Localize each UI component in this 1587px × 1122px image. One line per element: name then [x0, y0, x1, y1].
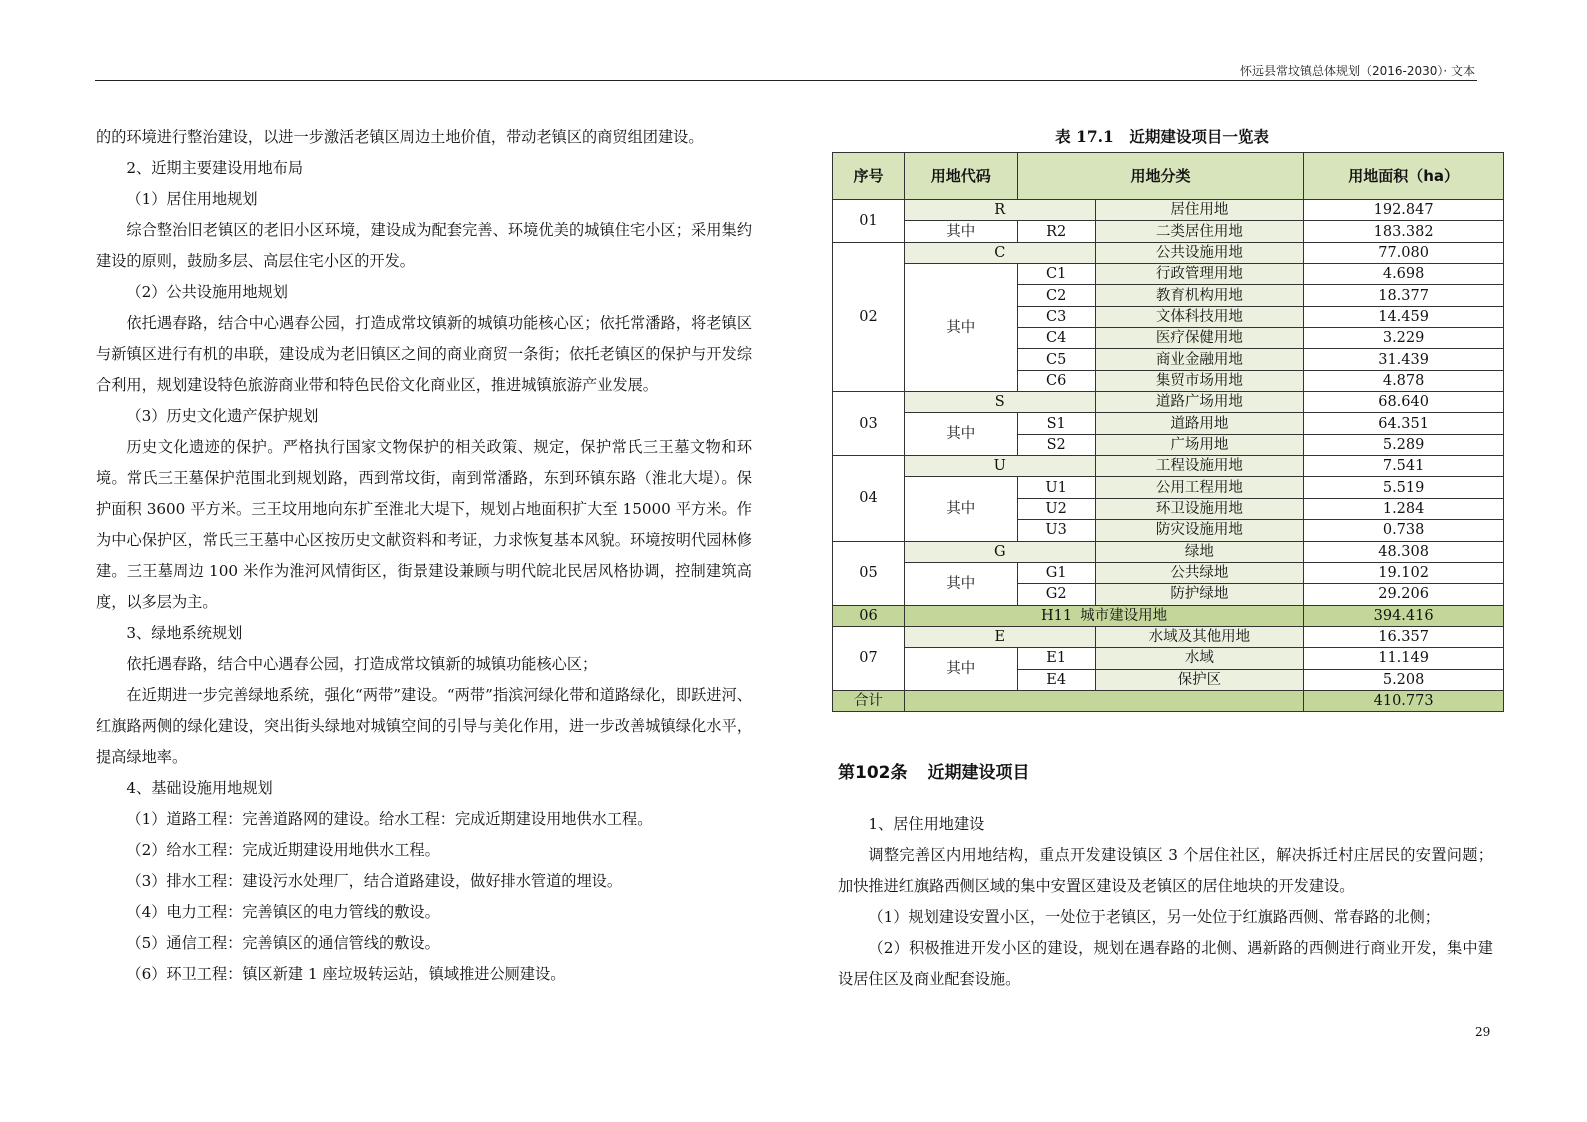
- sub-area-cell: 1.284: [1304, 498, 1504, 519]
- paragraph: 4、基础设施用地规划: [126, 779, 273, 797]
- table-total-row: [833, 690, 1504, 711]
- sub-label-cell: 其中: [904, 413, 1017, 456]
- table-row: [833, 200, 1504, 221]
- land-area-cell: 192.847: [1304, 200, 1504, 221]
- sub-code-cell: E4: [1017, 669, 1095, 690]
- header-cell: 用地面积（ha）: [1304, 153, 1504, 200]
- header-rule: [95, 80, 1477, 81]
- total-label-cell: 合计: [833, 690, 905, 711]
- sub-name-cell: 保护区: [1095, 669, 1304, 690]
- row-number-cell: 06: [833, 605, 905, 626]
- sub-label-cell: 其中: [904, 562, 1017, 605]
- sub-area-cell: 4.878: [1304, 370, 1504, 391]
- article-heading: [838, 758, 1030, 783]
- land-area-cell: 16.357: [1304, 626, 1504, 647]
- paragraph: （1）居住用地规划: [126, 190, 258, 208]
- land-name-cell: 水域及其他用地: [1095, 626, 1304, 647]
- table-row: [833, 605, 1504, 626]
- paragraph: 历史文化遗迹的保护。严格执行国家文物保护的相关政策、规定，保护常氏三王墓文物和环境。常氏三王墓保护范围北到规划路，西到常坟街，南到常潘路，东到环镇东路（淮北大堤）。保护面积 3600 平方米。三王坟用地向东扩至淮北大堤下，规划占地面积扩大至 15000 平方米。作为中心保护区，常氏三王墓中心区按历史文献资料和考证，力求恢复基本风貌。环境按明代园林修建。三王墓周边 100 米作为淮河风情街区，街景建设兼顾与明代皖北民居风格协调，控制建筑高度，以多层为主。: [96, 438, 752, 611]
- table-subrow: [833, 413, 1504, 434]
- sub-area-cell: 19.102: [1304, 562, 1504, 583]
- land-code-name-cell: [904, 605, 1303, 626]
- sub-area-cell: 5.289: [1304, 434, 1504, 455]
- sub-label-cell: 其中: [904, 648, 1017, 691]
- paragraph: （3）历史文化遗产保护规划: [126, 407, 319, 425]
- paragraph: （5）通信工程：完善镇区的通信管线的敷设。: [126, 934, 440, 952]
- paragraph: 调整完善区内用地结构，重点开发建设镇区 3 个居住社区，解决拆迁村庄居民的安置问题；加快推进红旗路西侧区域的集中安置区建设及老镇区的居住地块的开发建设。: [838, 846, 1493, 895]
- table-row: [833, 392, 1504, 413]
- sub-code-cell: C3: [1017, 306, 1095, 327]
- table-row: [833, 541, 1504, 562]
- paragraph: （4）电力工程：完善镇区的电力管线的敷设。: [126, 903, 440, 921]
- sub-code-cell: U2: [1017, 498, 1095, 519]
- sub-name-cell: 防灾设施用地: [1095, 520, 1304, 541]
- sub-area-cell: 31.439: [1304, 349, 1504, 370]
- sub-name-cell: 文体科技用地: [1095, 306, 1304, 327]
- sub-code-cell: S1: [1017, 413, 1095, 434]
- sub-code-cell: C6: [1017, 370, 1095, 391]
- sub-area-cell: 11.149: [1304, 648, 1504, 669]
- sub-name-cell: 医疗保健用地: [1095, 328, 1304, 349]
- paragraph: （2）给水工程：完成近期建设用地供水工程。: [126, 841, 440, 859]
- row-number-cell: 01: [833, 200, 905, 243]
- paragraph: （2）公共设施用地规划: [126, 283, 288, 301]
- sub-name-cell: 环卫设施用地: [1095, 498, 1304, 519]
- paragraph: （3）排水工程：建设污水处理厂，结合道路建设，做好排水管道的埋设。: [126, 872, 623, 890]
- land-code: H11: [1041, 607, 1073, 624]
- table-row: [833, 456, 1504, 477]
- land-name-cell: 工程设施用地: [1095, 456, 1304, 477]
- paragraph: 的的环境进行整治建设，以进一步激活老镇区周边土地价值，带动老镇区的商贸组团建设。: [96, 128, 704, 146]
- table-row: [833, 242, 1504, 263]
- land-area-cell: 68.640: [1304, 392, 1504, 413]
- row-number-cell: 04: [833, 456, 905, 541]
- paragraph: 综合整治旧老镇区的老旧小区环境，建设成为配套完善、环境优美的城镇住宅小区；采用集约建设的原则，鼓励多层、高层住宅小区的开发。: [96, 221, 752, 270]
- sub-code-cell: S2: [1017, 434, 1095, 455]
- sub-name-cell: 防护绿地: [1095, 584, 1304, 605]
- sub-code-cell: G1: [1017, 562, 1095, 583]
- sub-name-cell: 道路用地: [1095, 413, 1304, 434]
- land-area-cell: 77.080: [1304, 242, 1504, 263]
- sub-code-cell: U1: [1017, 477, 1095, 498]
- row-number-cell: 03: [833, 392, 905, 456]
- sub-name-cell: 水域: [1095, 648, 1304, 669]
- paragraph: （1）道路工程：完善道路网的建设。给水工程：完成近期建设用地供水工程。: [126, 810, 653, 828]
- paragraph: 依托遇春路，结合中心遇春公园，打造成常坟镇新的城镇功能核心区；: [126, 655, 598, 673]
- sub-name-cell: 商业金融用地: [1095, 349, 1304, 370]
- land-area-cell: 394.416: [1304, 605, 1504, 626]
- sub-name-cell: 二类居住用地: [1095, 221, 1304, 242]
- sub-area-cell: 29.206: [1304, 584, 1504, 605]
- sub-area-cell: 5.519: [1304, 477, 1504, 498]
- land-code-cell: G: [904, 541, 1095, 562]
- table-subrow: [833, 477, 1504, 498]
- sub-name-cell: 行政管理用地: [1095, 264, 1304, 285]
- sub-name-cell: 广场用地: [1095, 434, 1304, 455]
- land-use-table: [832, 152, 1504, 712]
- sub-label-cell: 其中: [904, 221, 1017, 242]
- land-code-cell: R: [904, 200, 1095, 221]
- sub-area-cell: 0.738: [1304, 520, 1504, 541]
- sub-code-cell: C5: [1017, 349, 1095, 370]
- sub-label-cell: 其中: [904, 264, 1017, 392]
- header-cell: 用地代码: [904, 153, 1017, 200]
- table-caption: 表 17.1 近期建设项目一览表: [1055, 127, 1269, 146]
- sub-area-cell: 183.382: [1304, 221, 1504, 242]
- land-code-cell: U: [904, 456, 1095, 477]
- sub-area-cell: 64.351: [1304, 413, 1504, 434]
- land-name-cell: 居住用地: [1095, 200, 1304, 221]
- land-code-cell: S: [904, 392, 1095, 413]
- total-area-cell: 410.773: [1304, 690, 1504, 711]
- sub-label-cell: 其中: [904, 477, 1017, 541]
- sub-code-cell: E1: [1017, 648, 1095, 669]
- sub-area-cell: 18.377: [1304, 285, 1504, 306]
- sub-name-cell: 公用工程用地: [1095, 477, 1304, 498]
- sub-area-cell: 5.208: [1304, 669, 1504, 690]
- paragraph: （6）环卫工程：镇区新建 1 座垃圾转运站，镇域推进公厕建设。: [126, 965, 566, 983]
- sub-area-cell: 4.698: [1304, 264, 1504, 285]
- header-cell: 用地分类: [1017, 153, 1304, 200]
- table-row: [833, 626, 1504, 647]
- land-name-cell: 道路广场用地: [1095, 392, 1304, 413]
- land-name: 城市建设用地: [1080, 607, 1168, 624]
- land-name-cell: 绿地: [1095, 541, 1304, 562]
- right-text-column: [838, 809, 1493, 995]
- land-code-cell: C: [904, 242, 1095, 263]
- sub-name-cell: 公共绿地: [1095, 562, 1304, 583]
- table-subrow: [833, 264, 1504, 285]
- left-text-column: [96, 122, 752, 990]
- document-header-title: 怀远县常坟镇总体规划（2016-2030）· 文本: [1239, 64, 1475, 78]
- article-number: 第102条: [838, 763, 908, 783]
- sub-code-cell: C4: [1017, 328, 1095, 349]
- sub-area-cell: 14.459: [1304, 306, 1504, 327]
- paragraph: （2）积极推进开发小区的建设，规划在遇春路的北侧、遇新路的西侧进行商业开发，集中建设居住区及商业配套设施。: [838, 939, 1493, 988]
- paragraph: （1）规划建设安置小区，一处位于老镇区，另一处位于红旗路西侧、常春路的北侧；: [868, 908, 1440, 926]
- article-title: 近期建设项目: [927, 763, 1030, 783]
- table-subrow: [833, 221, 1504, 242]
- table-subrow: [833, 648, 1504, 669]
- paragraph: 3、绿地系统规划: [126, 624, 243, 642]
- table-header-row: [833, 153, 1504, 200]
- sub-name-cell: 教育机构用地: [1095, 285, 1304, 306]
- paragraph: 1、居住用地建设: [868, 815, 985, 833]
- sub-code-cell: R2: [1017, 221, 1095, 242]
- sub-code-cell: C1: [1017, 264, 1095, 285]
- page-number: 29: [1475, 1025, 1491, 1039]
- row-number-cell: 02: [833, 242, 905, 391]
- total-blank-cell: [904, 690, 1303, 711]
- paragraph: 2、近期主要建设用地布局: [126, 159, 304, 177]
- row-number-cell: 07: [833, 626, 905, 690]
- header-cell: 序号: [833, 153, 905, 200]
- paragraph: 在近期进一步完善绿地系统，强化“两带”建设。“两带”指滨河绿化带和道路绿化，即跃进河、红旗路两侧的绿化建设，突出街头绿地对城镇空间的引导与美化作用，进一步改善城镇绿化水平，提高绿地率。: [96, 686, 752, 766]
- paragraph: 依托遇春路，结合中心遇春公园，打造成常坟镇新的城镇功能核心区；依托常潘路，将老镇区与新镇区进行有机的串联，建设成为老旧镇区之间的商业商贸一条街；依托老镇区的保护与开发综合利用，规划建设特色旅游商业带和特色民俗文化商业区，推进城镇旅游产业发展。: [96, 314, 752, 394]
- land-code-cell: E: [904, 626, 1095, 647]
- row-number-cell: 05: [833, 541, 905, 605]
- sub-code-cell: C2: [1017, 285, 1095, 306]
- land-name-cell: 公共设施用地: [1095, 242, 1304, 263]
- sub-code-cell: U3: [1017, 520, 1095, 541]
- sub-code-cell: G2: [1017, 584, 1095, 605]
- sub-name-cell: 集贸市场用地: [1095, 370, 1304, 391]
- land-area-cell: 7.541: [1304, 456, 1504, 477]
- table-subrow: [833, 562, 1504, 583]
- land-area-cell: 48.308: [1304, 541, 1504, 562]
- sub-area-cell: 3.229: [1304, 328, 1504, 349]
